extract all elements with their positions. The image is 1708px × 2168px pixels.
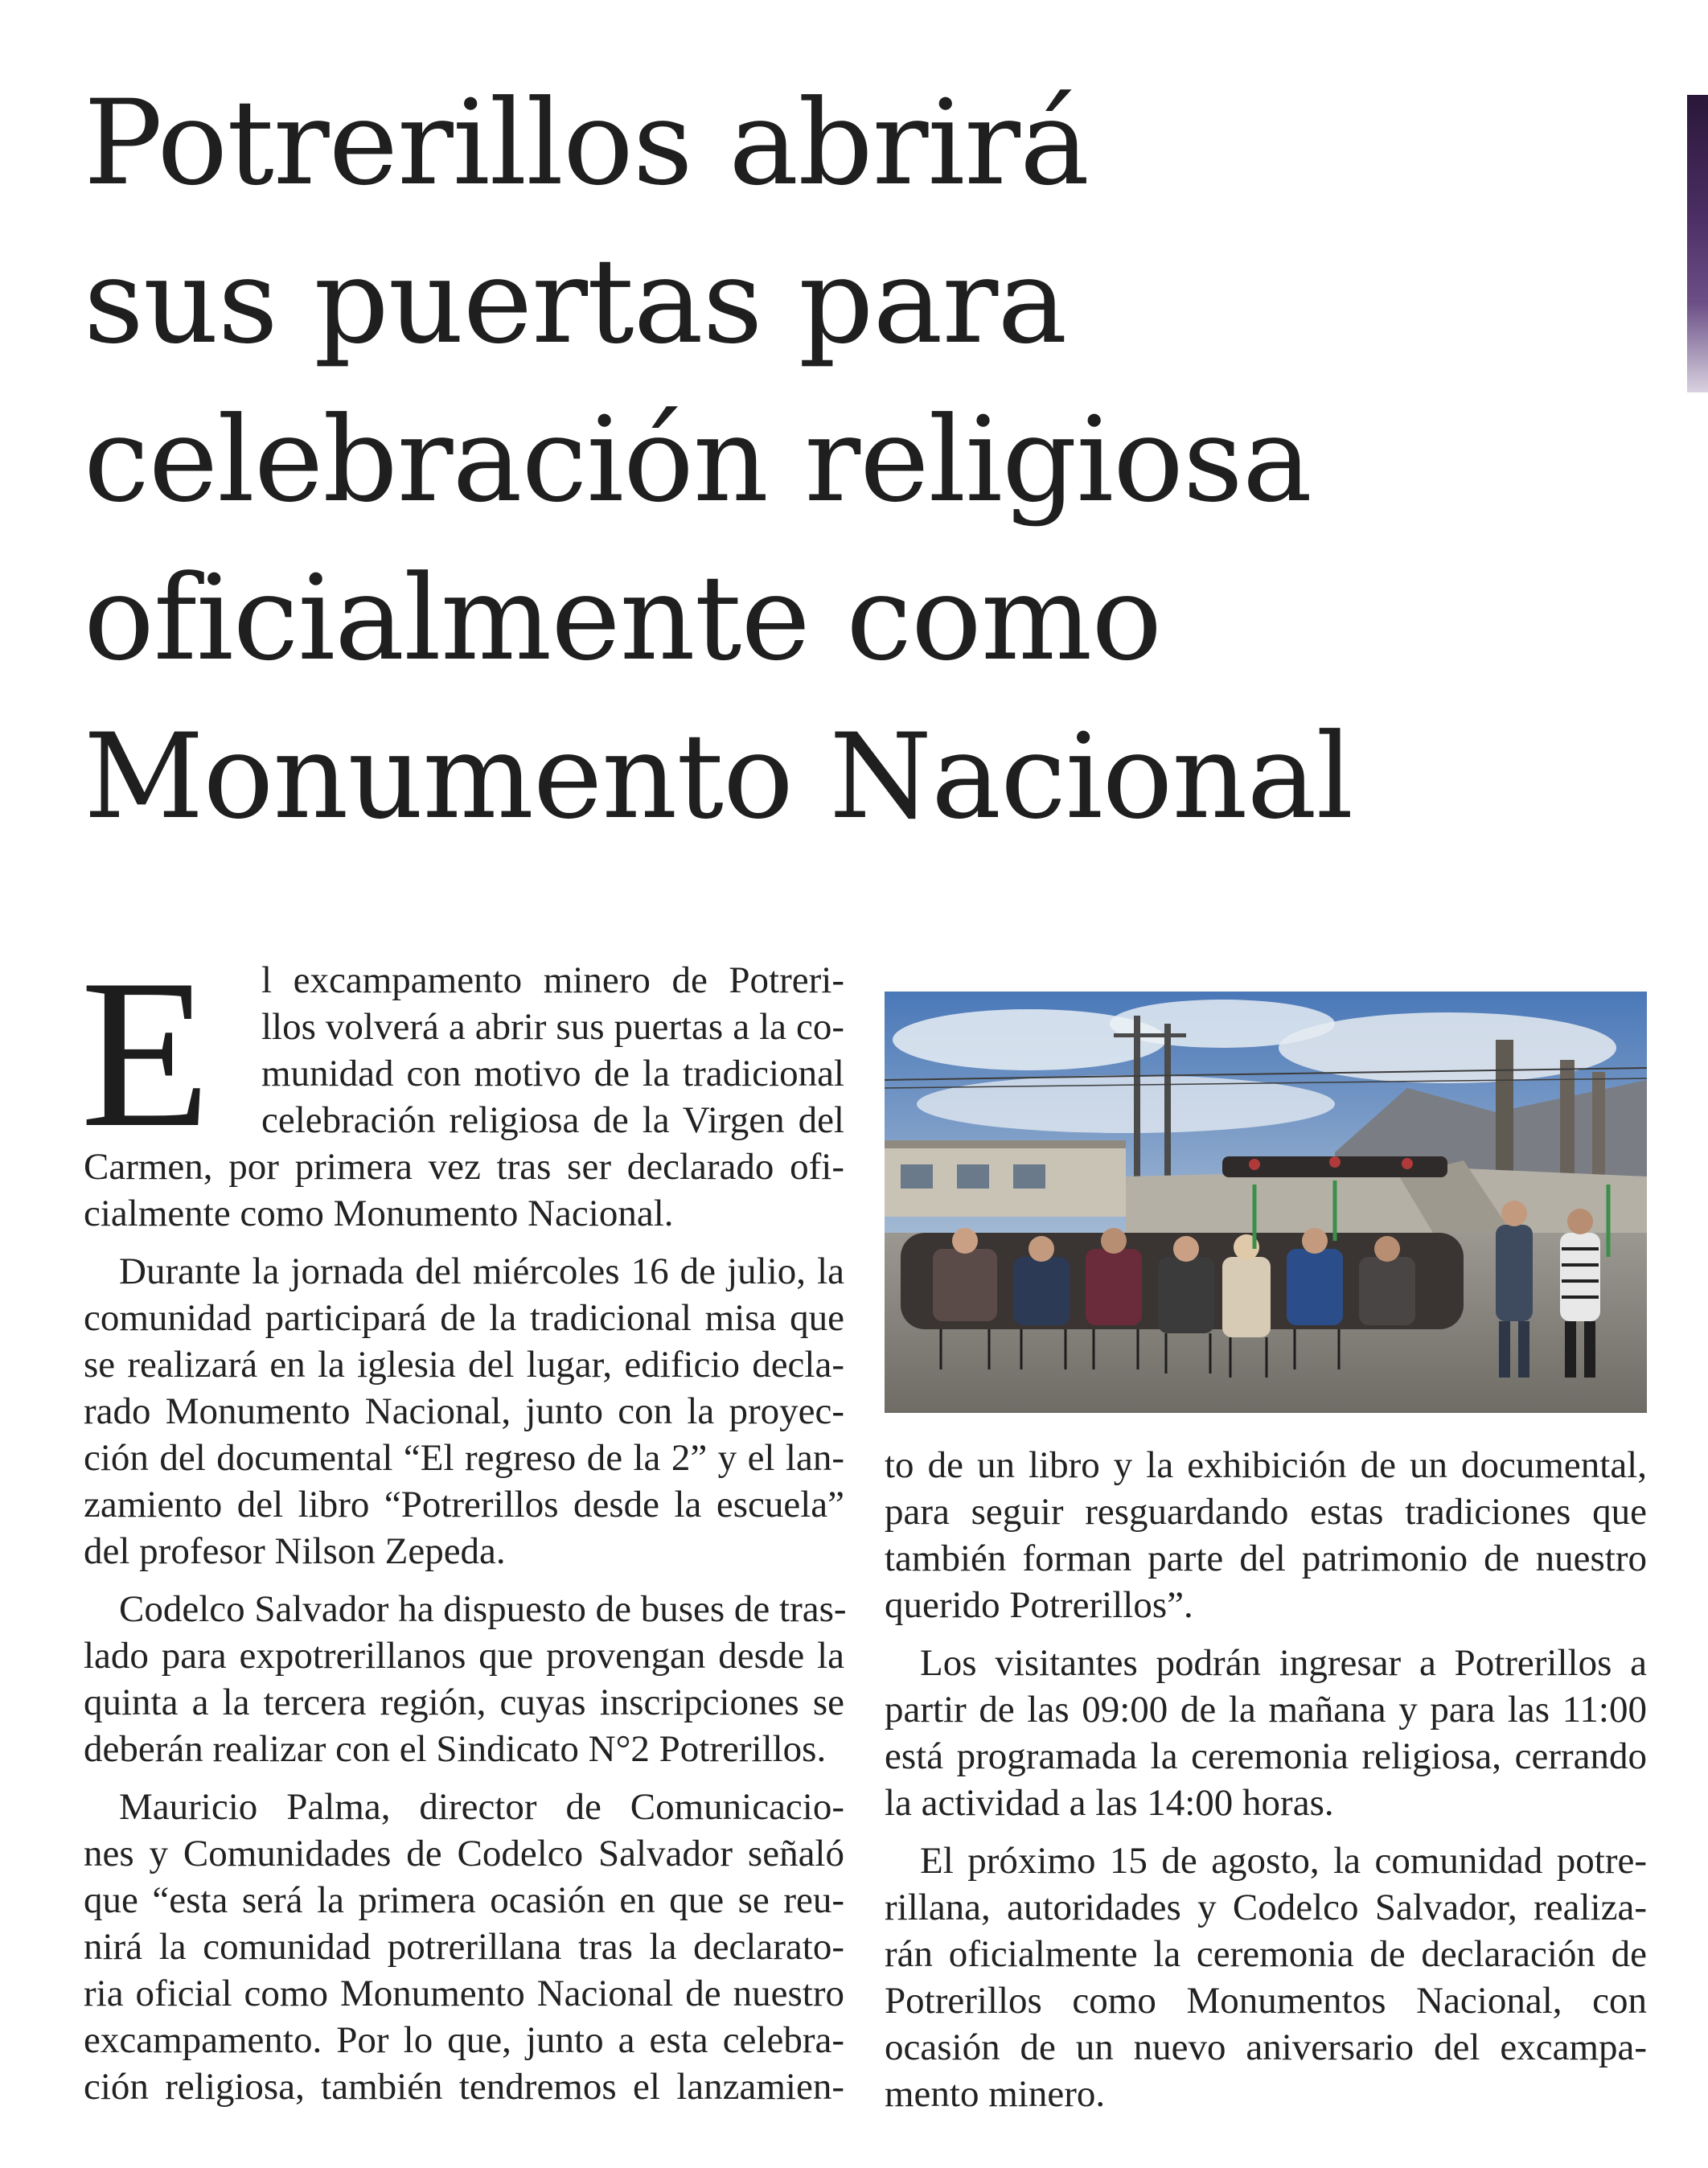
text-line: quinta a la tercera región, cuyas inscripciones se (84, 1681, 844, 1723)
article-column-left (80, 936, 847, 2110)
paragraph-6 (885, 1640, 1647, 1826)
text-line: to de un libro y la exhibición de un documental, (885, 1444, 1647, 1486)
text-line: Codelco Salvador ha dispuesto de buses de tras- (119, 1588, 847, 1630)
paragraph-3 (84, 1586, 847, 1772)
paragraph-4 (84, 1784, 844, 2110)
text-line: la actividad a las 14:00 horas. (885, 1782, 1334, 1824)
text-line: zamiento del libro “Potrerillos desde la escuela” (84, 1484, 844, 1525)
text-line: munidad con motivo de la tradicional (261, 1053, 844, 1094)
text-line: nirá la comunidad potrerillana tras la declarato- (84, 1926, 844, 1968)
text-line: rillana, autoridades y Codelco Salvador, realiza- (885, 1887, 1647, 1928)
drop-cap: E (80, 936, 211, 1172)
text-line: Mauricio Palma, director de Comunicacio- (119, 1786, 844, 1828)
text-line: llos volverá a abrir sus puertas a la co- (261, 1006, 844, 1048)
text-line: excampamento. Por lo que, junto a esta celebra- (84, 2019, 844, 2061)
text-line: El próximo 15 de agosto, la comunidad potre- (920, 1840, 1647, 1882)
text-line: está programada la ceremonia religiosa, cerrando (885, 1735, 1647, 1777)
paragraph-7 (885, 1837, 1647, 2117)
text-line: lado para expotrerillanos que provengan desde la (84, 1635, 844, 1677)
text-line: ocasión de un nuevo aniversario del excampa- (885, 2026, 1647, 2068)
text-line: ción religiosa, también tendremos el lanzamien- (84, 2066, 844, 2108)
text-line: mento minero. (885, 2073, 1106, 2115)
text-line: que “esta será la primera ocasión en que se reu- (84, 1879, 844, 1921)
paragraph-1 (80, 936, 844, 1237)
text-line: querido Potrerillos”. (885, 1584, 1193, 1626)
article-headline (84, 64, 1628, 856)
paragraph-2 (84, 1248, 844, 1575)
headline-line: Monumento Nacional (84, 708, 1353, 845)
text-line: partir de las 09:00 de la mañana y para las 11:00 (885, 1689, 1647, 1731)
text-line: rado Monumento Nacional, junto con la proyec- (84, 1390, 844, 1432)
text-line: comunidad participará de la tradicional misa que (84, 1297, 844, 1339)
event-photo (885, 992, 1647, 1413)
text-line: rán oficialmente la ceremonia de declaración de (885, 1933, 1647, 1975)
headline-line: sus puertas para (84, 233, 1067, 370)
text-line: para seguir resguardando estas tradiciones que (885, 1491, 1647, 1533)
text-line: se realizará en la iglesia del lugar, edificio decla- (84, 1344, 844, 1386)
crowd-photo-illustration (885, 992, 1647, 1413)
text-line: celebración religiosa de la Virgen del (261, 1099, 844, 1141)
text-line: deberán realizar con el Sindicato N°2 Potrerillos. (84, 1728, 827, 1770)
text-line: Potrerillos como Monumentos Nacional, con (885, 1980, 1647, 2022)
text-line: del profesor Nilson Zepeda. (84, 1530, 506, 1572)
text-line: Durante la jornada del miércoles 16 de julio, la (119, 1250, 844, 1292)
headline-line: Potrerillos abrirá (84, 75, 1090, 211)
text-line: nes y Comunidades de Codelco Salvador señaló (84, 1833, 844, 1874)
page-edge-tab (1687, 95, 1708, 392)
text-line: Carmen, por primera vez tras ser declarado ofi- (84, 1146, 844, 1188)
text-line: también forman parte del patrimonio de nuestro (885, 1538, 1647, 1579)
text-line: cialmente como Monumento Nacional. (84, 1193, 674, 1234)
paragraph-5 (885, 1442, 1647, 1628)
text-line: ria oficial como Monumento Nacional de nuestro (84, 1973, 844, 2014)
article-column-right (885, 1442, 1647, 2117)
text-line: l excampamento minero de Potreri- (261, 959, 844, 1001)
text-line: Los visitantes podrán ingresar a Potrerillos a (920, 1642, 1647, 1684)
headline-line: oficialmente como (84, 550, 1162, 687)
text-line: ción del documental “El regreso de la 2” y el lan- (84, 1437, 844, 1479)
headline-line: celebración religiosa (84, 392, 1312, 528)
